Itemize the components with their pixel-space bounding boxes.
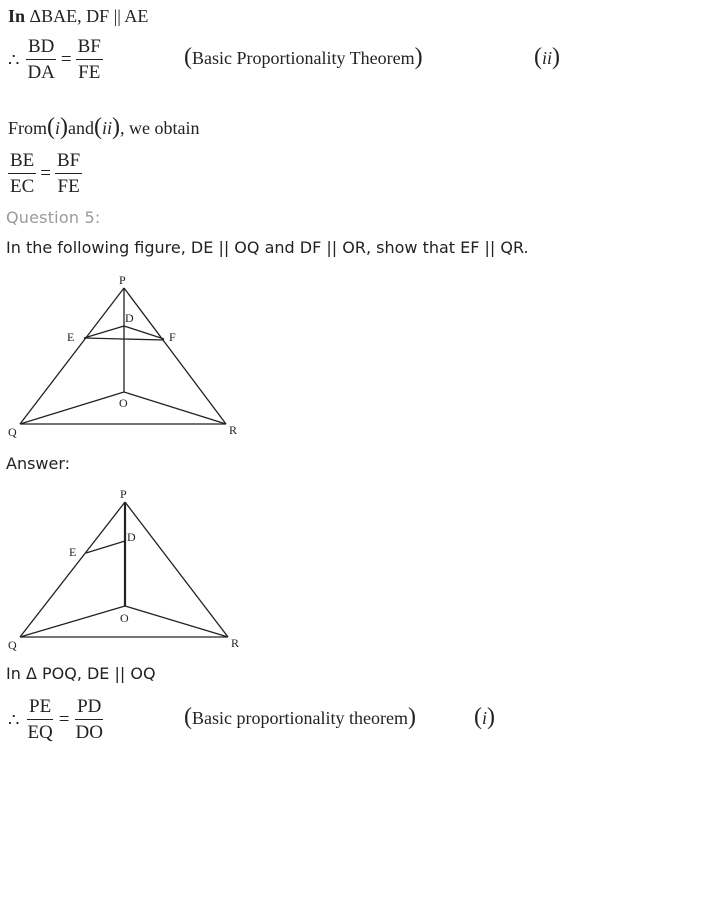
label-r: R bbox=[229, 423, 238, 437]
label-e: E bbox=[67, 330, 75, 344]
equation-ref-ii: (ii) bbox=[534, 44, 561, 70]
label-e: E bbox=[69, 545, 77, 559]
step1-text: In Δ POQ, DE || OQ bbox=[6, 664, 156, 683]
triangle-bae: ΔBAE, bbox=[29, 6, 82, 26]
equation-pe-eq bbox=[8, 696, 105, 744]
theorem-note: (Basic Proportionality Theorem) bbox=[184, 44, 423, 70]
label-o: O bbox=[120, 611, 129, 625]
numerator: BE bbox=[8, 150, 36, 174]
theorem-name: Basic Proportionality Theorem bbox=[192, 48, 415, 68]
from-word: From bbox=[8, 118, 48, 138]
label-p: P bbox=[120, 487, 127, 501]
ref-ii: ii bbox=[102, 118, 113, 138]
parallel-statement: DF || AE bbox=[81, 6, 149, 26]
equals-sign: = bbox=[60, 49, 72, 70]
line-in-triangle-bae bbox=[8, 6, 148, 27]
derive-line: From(i)and(ii), we obtain bbox=[8, 114, 200, 140]
obtain-text: , we obtain bbox=[120, 118, 200, 138]
label-r: R bbox=[231, 636, 240, 650]
fraction-bd-da bbox=[25, 36, 56, 84]
fraction-bf-fe bbox=[76, 36, 103, 84]
figure-answer-triangle bbox=[0, 484, 260, 656]
equation-be-ec bbox=[8, 150, 82, 198]
fraction-be-ec bbox=[8, 150, 36, 198]
numerator: BF bbox=[76, 36, 103, 60]
label-d: D bbox=[127, 530, 136, 544]
numerator: PD bbox=[75, 696, 103, 720]
figure-question-triangle bbox=[0, 268, 260, 443]
question-title: Question 5: bbox=[6, 208, 101, 227]
in-word: In bbox=[8, 6, 30, 26]
denominator: EQ bbox=[27, 722, 53, 743]
label-q: Q bbox=[8, 638, 17, 652]
therefore-symbol: ∴ bbox=[8, 709, 20, 730]
ref-label: ii bbox=[542, 48, 553, 68]
fraction-bf-fe bbox=[55, 150, 82, 198]
numerator: BF bbox=[55, 150, 82, 174]
ref-i: i bbox=[55, 118, 61, 138]
and-word: and bbox=[68, 118, 95, 138]
label-q: Q bbox=[8, 425, 17, 439]
numerator: BD bbox=[26, 36, 56, 60]
denominator: FE bbox=[78, 62, 101, 83]
equation-ref-i: (i) bbox=[474, 704, 496, 730]
numerator: PE bbox=[27, 696, 53, 720]
theorem-note-step1: (Basic proportionality theorem) bbox=[184, 704, 416, 730]
question-text: In the following figure, DE || OQ and DF || OR, show that EF || QR. bbox=[6, 238, 529, 257]
denominator: DA bbox=[27, 62, 55, 83]
label-f: F bbox=[169, 330, 176, 344]
ref-label: i bbox=[482, 708, 488, 728]
theorem-name: Basic proportionality theorem bbox=[192, 708, 408, 728]
denominator: EC bbox=[10, 176, 35, 197]
fraction-pe-eq bbox=[25, 696, 54, 744]
label-o: O bbox=[119, 396, 128, 410]
equals-sign: = bbox=[58, 709, 70, 730]
answer-label: Answer: bbox=[6, 454, 71, 473]
fraction-pd-do bbox=[74, 696, 105, 744]
label-d: D bbox=[125, 311, 134, 325]
therefore-symbol: ∴ bbox=[8, 49, 20, 70]
denominator: FE bbox=[57, 176, 80, 197]
equation-bd-da bbox=[8, 36, 103, 84]
label-p: P bbox=[119, 273, 126, 287]
denominator: DO bbox=[75, 722, 103, 743]
equals-sign: = bbox=[40, 163, 51, 184]
